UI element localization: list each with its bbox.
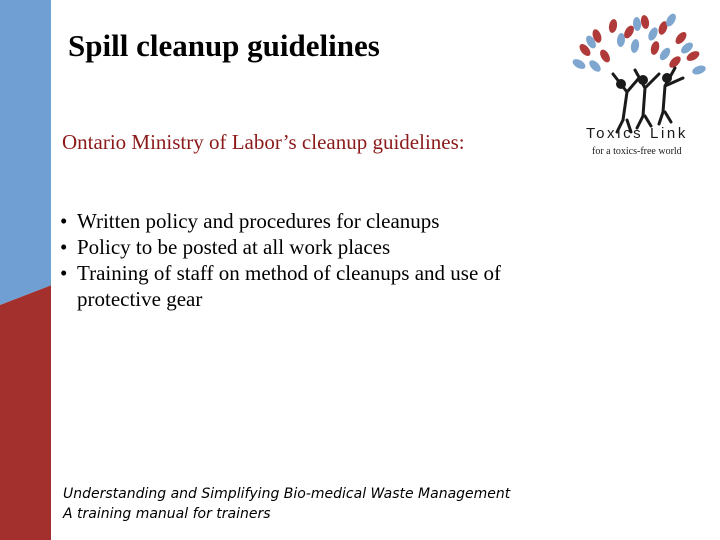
accent-blue-band — [0, 0, 52, 305]
bullet-text: Training of staff on method of cleanups and use of protective gear — [77, 261, 502, 311]
logo-tagline: for a toxics-free world — [592, 146, 682, 157]
footer-line-1: Understanding and Simplifying Bio-medical Waste Management — [63, 486, 511, 502]
bullet-list — [60, 208, 530, 312]
footer-line-2: A training manual for trainers — [63, 506, 271, 522]
slide-subheading: Ontario Ministry of Labor’s cleanup guidelines: — [62, 130, 465, 154]
accent-red-band — [0, 285, 52, 540]
slide-footer — [63, 484, 510, 524]
bullet-text: Written policy and procedures for cleanups — [77, 209, 440, 233]
bullet-text: Policy to be posted at all work places — [77, 235, 391, 259]
bullet-marker: • — [60, 209, 68, 233]
bullet-item — [60, 208, 530, 234]
bullet-item — [60, 260, 530, 312]
logo-name: Toxics Link — [586, 125, 688, 142]
bullet-item — [60, 234, 530, 260]
slide-title: Spill cleanup guidelines — [68, 28, 380, 63]
bullet-marker: • — [60, 235, 68, 259]
bullet-marker: • — [60, 261, 68, 285]
